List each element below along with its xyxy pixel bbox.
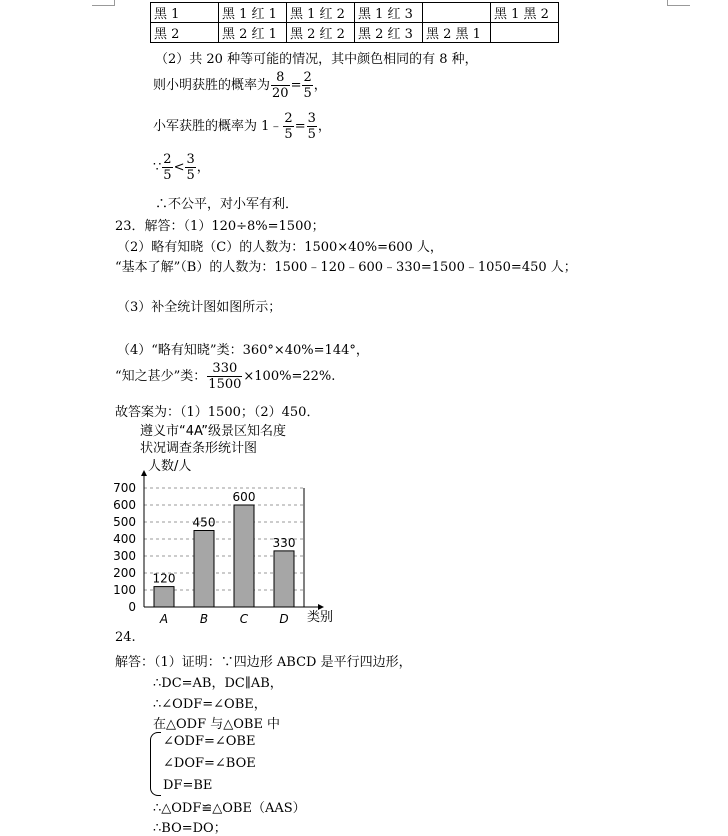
- denominator: 5: [163, 168, 172, 183]
- table-cell: 黑 1 红 1: [219, 3, 287, 23]
- bar-A: [154, 587, 174, 607]
- q22-line-3: [153, 111, 331, 142]
- y-tick-label: 600: [113, 498, 136, 512]
- equals-sign: =: [290, 78, 302, 93]
- q23-line-3: “基本了解”（B）的人数为：1500﹣120﹣600﹣330=1500﹣1050=450 人；: [115, 260, 577, 275]
- numerator: 2: [284, 111, 293, 126]
- fraction: [283, 111, 293, 142]
- bar-B: [194, 531, 214, 608]
- bar-value-label: 600: [232, 490, 256, 504]
- denominator: 5: [307, 127, 316, 142]
- q23-line-6: [115, 361, 335, 392]
- denominator: 5: [186, 168, 195, 183]
- fraction: [307, 111, 317, 142]
- q24-line-5: ∴△ODF≌△OBE（AAS）: [153, 801, 306, 816]
- x-tick-label: B: [199, 612, 209, 626]
- outcome-table: [150, 2, 559, 43]
- punctuation: ，: [317, 119, 331, 134]
- numerator: 2: [163, 152, 172, 167]
- table-cell: 黑 1 红 3: [355, 3, 423, 23]
- q24-number: 24.: [115, 630, 136, 645]
- q23-line-4: （3）补全统计图如图所示；: [117, 300, 282, 315]
- y-axis-arrow: [141, 470, 147, 476]
- bar-value-label: 450: [192, 515, 216, 530]
- q24-line-4: 在△ODF 与△OBE 中: [153, 717, 281, 732]
- q24-brace-line-1: ∠ODF=∠OBE: [163, 734, 256, 749]
- numerator: 3: [186, 152, 195, 167]
- q23-line-7: 故答案为：（1）1500；（2）450．: [115, 405, 320, 420]
- chart-title: 遵义市“4A”级景区知名度: [140, 424, 287, 439]
- numerator: 330: [207, 361, 242, 377]
- q23-line-6-text: “知之甚少”类：: [115, 369, 207, 384]
- table-row: [151, 3, 559, 23]
- denominator: 5: [303, 86, 312, 101]
- table-cell: 黑 1 黑 2: [491, 3, 559, 23]
- q22-line-4: [153, 152, 210, 183]
- fraction: [271, 70, 290, 101]
- table-cell: 黑 1 红 2: [287, 3, 355, 23]
- q22-line-1: （2）共 20 种等可能的情况，其中颜色相同的有 8 种，: [155, 52, 478, 67]
- bar-C: [234, 505, 254, 607]
- because-symbol: ∵: [153, 160, 162, 175]
- bar-value-label: 120: [152, 571, 176, 586]
- x-tick-label: D: [279, 612, 289, 626]
- q23-line-2: （2）略有知晓（C）的人数为：1500×40%=600 人，: [117, 240, 443, 255]
- q22-line-5: ∴不公平，对小军有利．: [155, 197, 299, 212]
- y-tick-label: 200: [113, 566, 136, 580]
- q24-line-3: ∴∠ODF=∠OBE，: [153, 697, 267, 712]
- bar-D: [274, 551, 294, 607]
- chart-subtitle: 状况调查条形统计图: [140, 441, 258, 456]
- numerator: 3: [307, 111, 316, 126]
- numerator: 8: [271, 70, 290, 86]
- y-axis-label: 人数/人: [148, 459, 192, 474]
- table-cell: 黑 2 黑 1: [423, 23, 491, 43]
- table-cell: [423, 3, 491, 23]
- table-row: [151, 23, 559, 43]
- y-tick-label: 0: [128, 600, 136, 614]
- y-tick-label: 700: [113, 481, 136, 495]
- equals-sign: =: [294, 119, 306, 134]
- table-cell: 黑 2 红 2: [287, 23, 355, 43]
- fraction: [162, 152, 172, 183]
- bar-value-label: 330: [272, 535, 296, 550]
- less-than-sign: <: [173, 160, 185, 175]
- table-cell: 黑 1: [151, 3, 219, 23]
- q23-line-5: （4）“略有知晓”类：360°×40%=144°，: [117, 343, 369, 358]
- table-cell: 黑 2 红 3: [355, 23, 423, 43]
- q22-line-3-text: 小军获胜的概率为 1﹣: [153, 119, 283, 134]
- q24-line-6: ∴BO=DO；: [153, 821, 227, 836]
- numerator: 2: [303, 70, 312, 85]
- denominator: 20: [272, 86, 289, 101]
- q24-line-1: 解答：（1）证明：∵四边形 ABCD 是平行四边形，: [115, 655, 412, 670]
- q22-line-2-text: 则小明获胜的概率为: [153, 78, 271, 93]
- y-tick-label: 400: [113, 532, 136, 546]
- q23-line-1: 23．解答：（1）120÷8%=1500；: [115, 219, 325, 234]
- denominator: 1500: [208, 377, 242, 392]
- x-axis-label: 类别: [307, 610, 334, 625]
- fraction: [207, 361, 242, 392]
- q22-line-2: [153, 70, 327, 101]
- q24-brace-line-2: ∠DOF=∠BOE: [163, 756, 256, 771]
- q24-brace-line-3: DF=BE: [163, 778, 213, 793]
- table-cell: 黑 2 红 1: [219, 23, 287, 43]
- y-tick-label: 500: [113, 515, 136, 529]
- table-cell: 黑 2: [151, 23, 219, 43]
- x-tick-label: A: [159, 612, 169, 626]
- punctuation: ，: [313, 78, 327, 93]
- q23-line-6-result: ×100%=22%.: [243, 369, 336, 384]
- y-tick-label: 100: [113, 583, 136, 597]
- table-cell: [491, 23, 559, 43]
- fraction: [302, 70, 312, 101]
- bar-chart: [108, 421, 368, 629]
- y-tick-label: 300: [113, 549, 136, 563]
- system-brace: [150, 732, 161, 796]
- punctuation: ，: [196, 160, 210, 175]
- x-tick-label: C: [239, 612, 249, 626]
- q24-line-2: ∴DC=AB，DC∥AB，: [153, 676, 283, 691]
- denominator: 5: [284, 127, 293, 142]
- fraction: [185, 152, 195, 183]
